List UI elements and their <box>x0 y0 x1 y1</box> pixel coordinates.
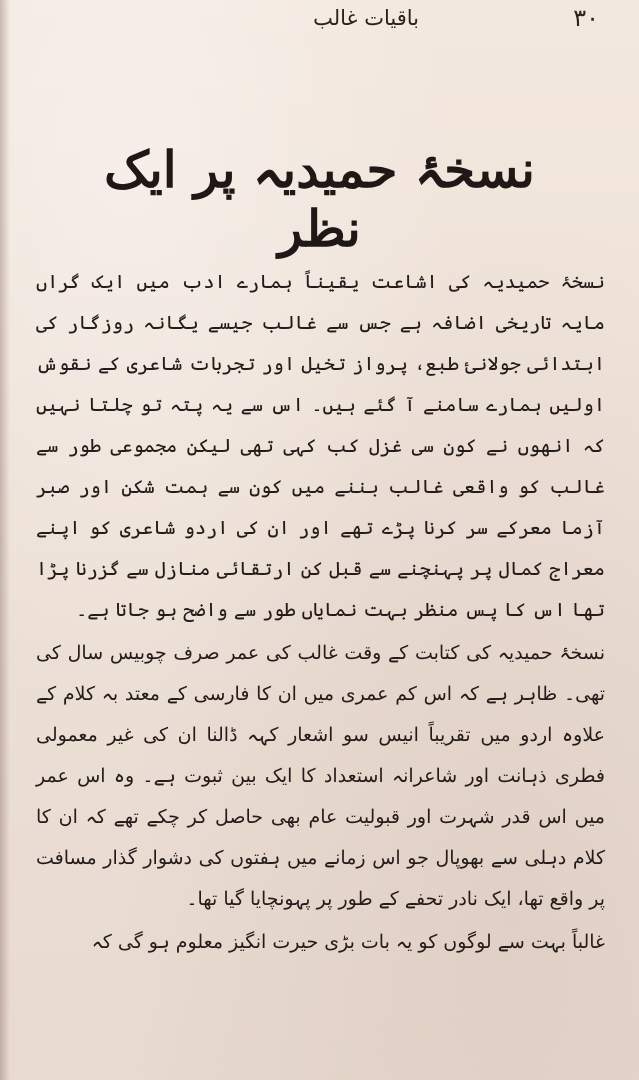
body-text <box>36 262 605 963</box>
running-head: باقیات غالب <box>313 6 419 30</box>
chapter-title: نسخۂ حمیدیہ پر ایک نظر <box>104 140 535 258</box>
page-header <box>30 4 599 38</box>
page-binding-shadow <box>0 0 10 1080</box>
paragraph-3: غالباً بہت سے لوگوں کو یہ بات بڑی حیرت انگیز معلوم ہو گی کہ <box>91 931 605 953</box>
paragraph-2: نسخۂ حمیدیہ کی کتابت کے وقت غالب کی عمر صرف چوبیس سال کی تھی۔ ظاہر ہے کہ اس کم عمری میں ان کا فارسی کے معتد بہ کلام کے علاوہ اردو میں تقریباً انیس سو اشعار کہہ ڈالنا ان کی غیر معمولی فطری ذہانت اور شاعرانہ استعداد کا ایک بین ثبوت ہے۔ وہ اس عمر میں اس قدر شہرت اور قبولیت عام بھی حاصل کر چکے تھے کہ ان کا کلام دہلی سے بھوپال جو اس زمانے میں ہفتوں کی دشوار گذار مسافت پر واقع تھا، ایک نادر تحفے کے طور پر پہونچایا گیا تھا۔ <box>36 642 605 910</box>
paragraph-1: نسخۂ حمیدیہ کی اشاعت یقیناً ہمارے ادب میں ایک گراں مایہ تاریخی اضافہ ہے جس سے غالب جیسے یگانہ روزگار کی ابتدائی جولانیٔ طبع، پرواز تخیل اور تجربات شاعری کے نقوش اولیں ہمارے سامنے آ گئے ہیں۔ اس سے یہ پتہ تو چلتا نہیں کہ انھوں نے کون سی غزل کب کہی تھی لیکن مجموعی طور سے غالب کو واقعی غالب بننے میں کون سے ہمت شکن اور صبر آزما معرکے سر کرنا پڑے تھے اور ان کی اردو شاعری کو اپنے معراج کمال پر پہنچنے سے قبل کن ارتقائی منازل سے گزرنا پڑا تھا اس کا پس منظر بہت نمایاں طور سے واضح ہو جاتا ہے۔ <box>36 271 605 621</box>
page-number: ۳۰ <box>573 4 599 32</box>
